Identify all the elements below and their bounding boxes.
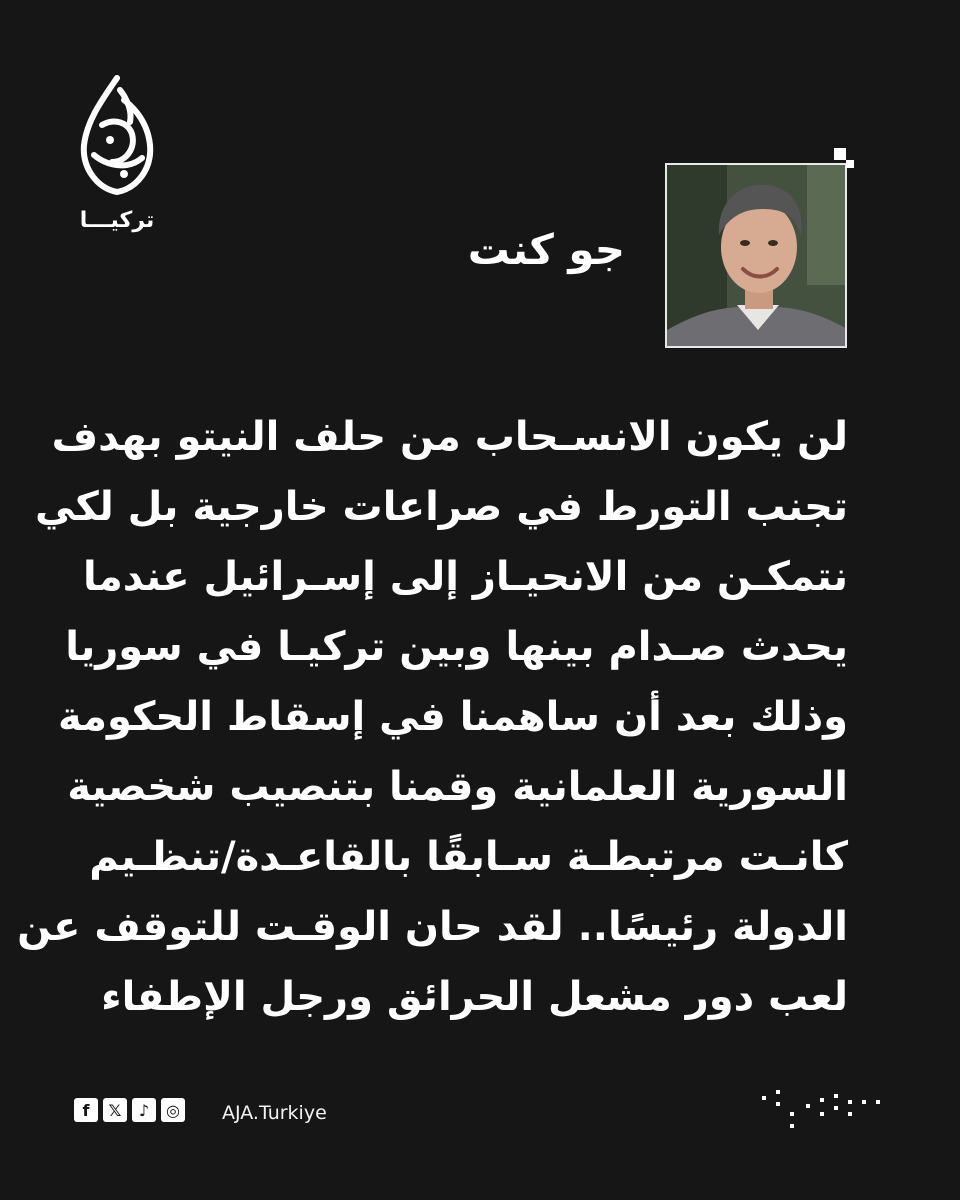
facebook-icon[interactable]: f bbox=[74, 1098, 98, 1122]
quote-line: كانـت مرتبطـة سـابقًا بالقاعـدة/تنظـيم bbox=[89, 834, 848, 880]
x-icon[interactable]: 𝕏 bbox=[103, 1098, 127, 1122]
instagram-icon[interactable]: ◎ bbox=[161, 1098, 185, 1122]
social-handle[interactable]: AJA.Turkiye bbox=[222, 1102, 327, 1124]
al-jazeera-calligraphy-icon bbox=[62, 70, 172, 205]
quote-line: السورية العلمانية وقمنا بتنصيب شخصية bbox=[67, 764, 848, 810]
tiktok-icon[interactable]: ♪ bbox=[132, 1098, 156, 1122]
quote-line: تجنب التورط في صراعات خارجية بل لكي bbox=[35, 484, 848, 530]
social-icons bbox=[74, 1098, 185, 1128]
decorative-dots-icon bbox=[762, 1090, 892, 1130]
quote-line: نتمكـن من الانحيـاز إلى إسـرائيل عندما bbox=[83, 554, 848, 600]
al-jazeera-logo bbox=[62, 70, 172, 240]
quote-text bbox=[17, 402, 848, 1032]
quote-line: لن يكون الانسـحاب من حلف النيتو بهدف bbox=[51, 414, 848, 460]
person-name: جو كنت bbox=[467, 225, 625, 274]
quote-line: وذلك بعد أن ساهمنا في إسقاط الحكومة bbox=[58, 694, 848, 740]
quote-line: يحدث صـدام بينها وبين تركيـا في سوريا bbox=[65, 624, 848, 670]
quote-line: الدولة رئيسًا.. لقد حان الوقـت للتوقف عن bbox=[17, 904, 848, 950]
decorative-square bbox=[846, 160, 854, 168]
portrait-photo bbox=[665, 163, 847, 348]
decorative-square bbox=[834, 148, 846, 160]
brand-sub-label: تركيـــا bbox=[79, 208, 155, 233]
quote-line: لعب دور مشعل الحرائق ورجل الإطفاء bbox=[101, 974, 848, 1020]
